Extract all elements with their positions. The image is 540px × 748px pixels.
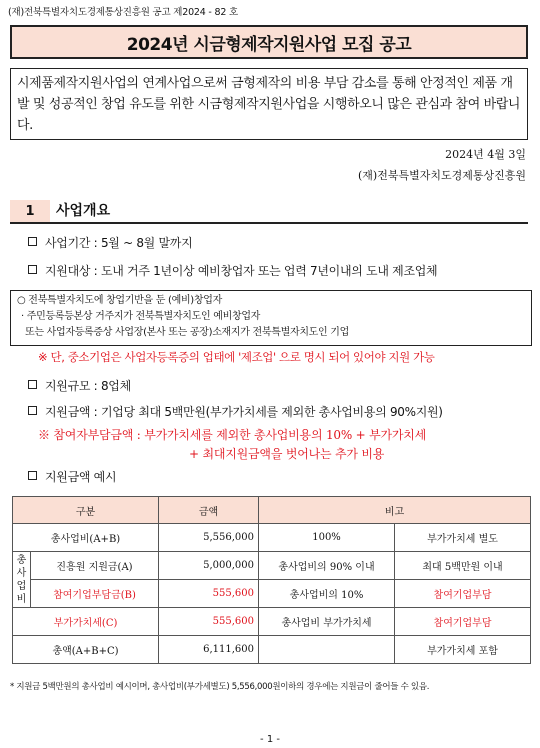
square-bullet-icon [28,471,37,480]
row-label: 총액(A+B+C) [13,636,159,664]
row-amount: 555,600 [159,580,259,608]
eligibility-line: ○ 전북특별자치도에 창업기반을 둔 (예비)창업자 [17,295,222,306]
section-header [10,200,528,222]
table-row [13,552,531,580]
section-title: 사업개요 [56,203,111,219]
footnote: * 지원금 5백만원의 총사업비 예시이며, 총사업비(부가세별도) 5,556,000원이하의 경우에는 지원금이 줄어들 수 있음. [10,682,430,692]
announcement-number: (재)전북특별자치도경제통상진흥원 공고 제2024 - 82 호 [8,7,238,18]
row-note [259,636,395,664]
square-bullet-icon [28,380,37,389]
row-note: 최대 5백만원 이내 [395,552,531,580]
row-amount: 6,111,600 [159,636,259,664]
scale-text: 지원규모 : 8업체 [45,379,131,393]
eligibility-box [10,290,532,346]
target-item [28,262,437,279]
amount-text: 지원금액 : 기업당 최대 5백만원(부가가치세를 제외한 총사업비용의 90%지원) [45,405,443,419]
table-header-row [13,497,531,524]
table-row [13,608,531,636]
row-note: 참여기업부담 [395,608,531,636]
table-row [13,580,531,608]
title-banner [10,25,528,59]
row-label: 참여기업부담금(B) [31,580,159,608]
target-text: 지원대상 : 도내 거주 1년이상 예비창업자 또는 업력 7년이내의 도내 제조업체 [45,264,438,278]
group-label: 총 사 업 비 [13,552,31,608]
period-text: 사업기간 : 5월 ~ 8월 말까지 [45,236,193,250]
row-amount: 5,000,000 [159,552,259,580]
table-row [13,636,531,664]
amount-item [28,403,443,420]
intro-paragraph: 시제품제작지원사업의 연계사업으로써 금형제작의 비용 부담 감소를 통해 안정적인 제품 개발 및 성공적인 창업 유도를 위한 시금형제작지원사업을 시행하오니 많은 관심과 참여 바랍니다. [10,68,528,140]
example-title: 지원금액 예시 [45,470,117,484]
burden-note-line: + 최대지원금액을 벗어나는 추가 비용 [189,447,385,461]
square-bullet-icon [28,237,37,246]
eligibility-line: · 주민등록등본상 거주지가 전북특별자치도인 예비창업자 [21,311,261,322]
square-bullet-icon [28,265,37,274]
budget-example-table [12,496,531,664]
section-number: 1 [10,200,50,222]
period-item [28,234,192,251]
announcement-date: 2024년 4월 3일 [445,148,526,161]
header-category: 구분 [13,497,159,524]
row-note: 총사업비의 90% 이내 [259,552,395,580]
row-label: 진흥원 지원금(A) [31,552,159,580]
page-title: 2024년 시금형제작지원사업 모집 공고 [126,34,412,55]
page-number: - 1 - [260,734,280,745]
burden-note-line: ※ 참여자부담금액 : 부가가치세를 제외한 총사업비용의 10% + 부가가치세 [38,428,427,442]
section-divider [10,222,528,224]
row-note: 총사업비의 10% [259,580,395,608]
row-note: 참여기업부담 [395,580,531,608]
square-bullet-icon [28,406,37,415]
row-label: 총사업비(A+B) [13,524,159,552]
row-amount: 5,556,000 [159,524,259,552]
row-label: 부가가치세(C) [13,608,159,636]
header-amount: 금액 [159,497,259,524]
sme-note: ※ 단, 중소기업은 사업자등록증의 업태에 '제조업' 으로 명시 되어 있어야 지원 가능 [38,350,435,364]
row-note: 100% [259,524,395,552]
table-row [13,524,531,552]
eligibility-line: 또는 사업자등록증상 사업장(본사 또는 공장)소재지가 전북특별자치도인 기업 [25,327,349,338]
row-note: 총사업비 부가가치세 [259,608,395,636]
scale-item [28,377,131,394]
header-remarks: 비고 [259,497,531,524]
row-note: 부가가치세 포함 [395,636,531,664]
row-amount: 555,600 [159,608,259,636]
example-item [28,468,116,485]
issuing-organization: (재)전북특별자치도경제통상진흥원 [358,169,526,182]
row-note: 부가가치세 별도 [395,524,531,552]
